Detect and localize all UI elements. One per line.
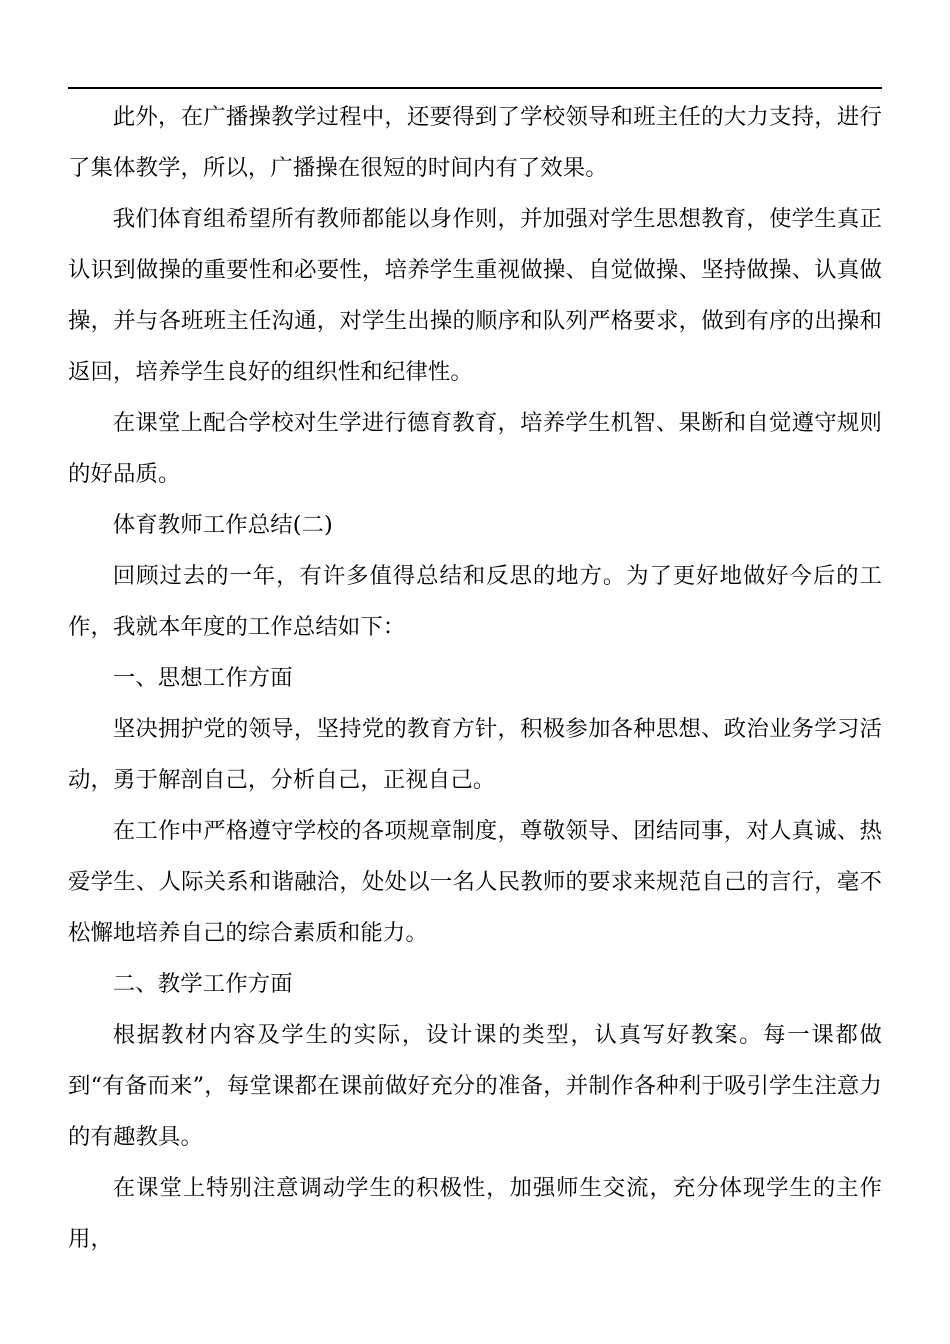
section-title: 体育教师工作总结(二): [112, 512, 333, 538]
paragraph-support-leadership: 坚决拥护党的领导，坚持党的教育方针，积极参加各种思想、政治业务学习活动，勇于解剖自己，分析自己，正视自己。: [68, 716, 882, 793]
paragraph-comply-rules: 在工作中严格遵守学校的各项规章制度，尊敬领导、团结同事，对人真诚、热爱学生、人际关系和谐融洽，处处以一名人民教师的要求来规范自己的言行，毫不松懈地培养自己的综合素质和能力。: [68, 818, 882, 946]
heading-ideological-work: 一、思想工作方面: [112, 665, 293, 691]
paragraph-moral-education: 在课堂上配合学校对生学进行德育教育，培养学生机智、果断和自觉遵守规则的好品质。: [68, 410, 882, 487]
paragraph-pe-group-hope: 我们体育组希望所有教师都能以身作则，并加强对学生思想教育，使学生真正认识到做操的重要性和必要性，培养学生重视做操、自觉做操、坚持做操、认真做操，并与各班班主任沟通，对学生出操的顺序和队列严格要求，做到有序的出操和返回，培养学生良好的组织性和纪律性。: [68, 206, 882, 385]
paragraph-lesson-planning: 根据教材内容及学生的实际，设计课的类型，认真写好教案。每一课都做到“有备而来”，每堂课都在课前做好充分的准备，并制作各种利于吸引学生注意力的有趣教具。: [68, 1022, 882, 1150]
document-body: [68, 92, 882, 1265]
header-rule: [68, 87, 882, 89]
heading-teaching-work: 二、教学工作方面: [112, 971, 293, 997]
paragraph-broadcast-exercise-support: 此外，在广播操教学过程中，还要得到了学校领导和班主任的大力支持，进行了集体教学，所以，广播操在很短的时间内有了效果。: [68, 104, 882, 181]
paragraph-classroom-engagement: 在课堂上特别注意调动学生的积极性，加强师生交流，充分体现学生的主作用，: [68, 1175, 882, 1252]
paragraph-review-intro: 回顾过去的一年，有许多值得总结和反思的地方。为了更好地做好今后的工作，我就本年度的工作总结如下：: [68, 563, 882, 640]
